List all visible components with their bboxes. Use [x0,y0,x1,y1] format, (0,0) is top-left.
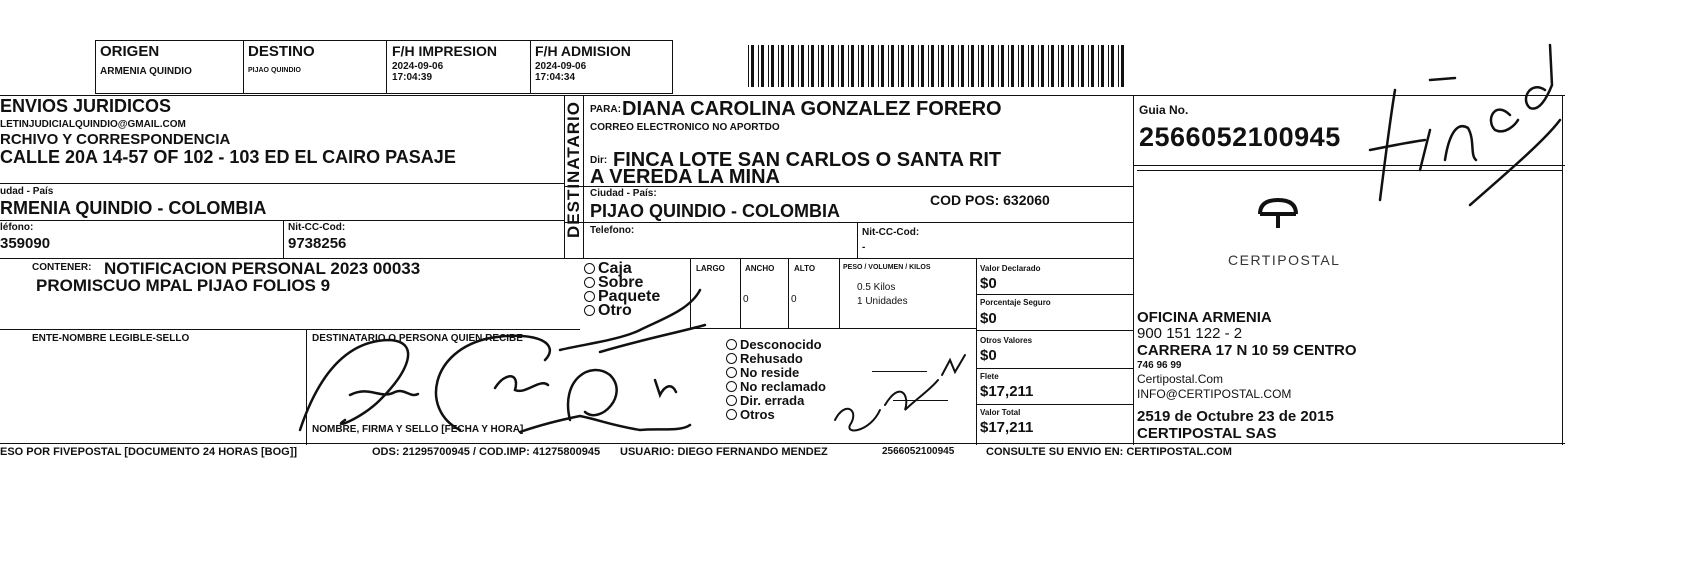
barcode-bar [1081,45,1084,87]
barcode-bar [968,45,969,87]
declarado-label: Valor Declarado [980,264,1041,273]
footer-ods: ODS: 21295700945 / COD.IMP: 41275800945 [372,446,601,458]
recipient-city-label: Ciudad - País: [590,188,657,199]
dim-div-2 [740,258,741,328]
recipient-nit: - [862,242,866,253]
barcode-bar [1058,45,1059,87]
barcode-bar [1011,45,1014,87]
package-type-otro[interactable] [584,304,660,318]
barcode-bar [921,45,924,87]
brand-address: CARRERA 17 N 10 59 CENTRO [1137,342,1357,359]
barcode-bar [808,45,809,87]
recipient-nit-label: Nit-CC-Cod: [862,227,920,238]
dir-label: Dir: [590,155,608,166]
barcode-bar [938,45,939,87]
barcode-bar [1008,45,1009,87]
footer-guia: 2566052100945 [882,446,955,457]
reason-rehusado[interactable] [726,352,826,366]
barcode-bar [978,45,979,87]
origen-value: ARMENIA QUINDIO [100,66,192,77]
sender-line-2 [0,220,564,221]
reason-desconocido[interactable] [726,338,826,352]
recipient-line-2 [564,222,1133,223]
barcode-bar [758,45,759,87]
declarado-value: $0 [980,275,997,292]
barcode-bar [878,45,879,87]
origen-label: ORIGEN [100,43,160,60]
alto-label: ALTO [794,264,816,273]
recipient-codpos: COD POS: 632060 [930,192,1050,208]
dest-label-div [583,95,584,258]
package-type-otro-label: Otro [598,302,632,319]
recipient-name: DIANA CAROLINA GONZALEZ FORERO [622,98,1002,120]
barcode-bar [1101,45,1104,87]
footer-consult: CONSULTE SU ENVIO EN: CERTIPOSTAL.COM [986,446,1232,458]
certipostal-logo-icon [1250,192,1310,232]
recipient-city: PIJAO QUINDIO - COLOMBIA [590,201,841,221]
barcode-bar [961,45,964,87]
recipient-address-1: FINCA LOTE SAN CARLOS O SANTA RIT [613,149,1002,171]
barcode-bar [958,45,959,87]
bottom-line [0,443,1565,444]
impresion-label: F/H IMPRESION [392,43,498,59]
barcode-bar [811,45,814,87]
reason-desconocido-label: Desconocido [740,337,822,352]
dim-bottom [690,328,976,329]
alto-value: 0 [791,294,797,305]
radio-paquete-icon [584,291,595,302]
barcode-bar [881,45,884,87]
barcode-bar [888,45,889,87]
barcode-bar [1041,45,1044,87]
barcode-bar [761,45,764,87]
impresion-date: 2024-09-06 [392,61,444,72]
brand-phone: 746 96 99 [1137,360,1182,371]
destinatario-side-label: DESTINATARIO [564,101,583,238]
barcode-bar [1021,45,1024,87]
reason-line-2 [893,400,948,401]
val-line-3 [976,368,1133,369]
barcode-bar [1031,45,1034,87]
footer-usuario: USUARIO: DIEGO FERNANDO MENDEZ [620,446,828,458]
total-value: $17,211 [980,419,1034,436]
destino-label: DESTINO [248,43,315,60]
reason-otros-radio-icon [726,409,737,420]
guia-number: 2566052100945 [1139,122,1341,152]
barcode-bar [841,45,844,87]
barcode-bar [778,45,779,87]
barcode-bar [821,45,824,87]
unidades-value: 1 Unidades [857,296,908,307]
radio-sobre-icon [584,277,595,288]
sender-nit: 9738256 [288,235,347,252]
barcode-bar [851,45,854,87]
brand-site: Certipostal.Com [1137,372,1224,386]
return-reasons [726,338,826,422]
barcode-bar [1071,45,1074,87]
barcode-bar [801,45,804,87]
barcode-bar [948,45,949,87]
recipient-phone-label: Telefono: [590,225,635,236]
admision-label: F/H ADMISION [535,43,631,59]
barcode-bar [871,45,874,87]
sender-dept: RCHIVO Y CORRESPONDENCIA [0,131,231,148]
receiver-footer: NOMBRE, FIRMA Y SELLO [FECHA Y HORA] [312,424,524,435]
header-div-2 [386,40,387,94]
barcode-bar [831,45,834,87]
barcode-bar [1088,45,1089,87]
barcode-bar [1038,45,1039,87]
header-div-1 [243,40,244,94]
reason-otros-label: Otros [740,407,775,422]
peso-value: 0.5 Kilos [857,282,896,293]
sign-div [306,329,307,445]
ancho-label: ANCHO [745,264,775,273]
reason-desconocido-radio-icon [726,339,737,350]
sender-nit-label: Nit-CC-Cod: [288,222,346,233]
dim-div-4 [839,258,840,328]
recipient-email: CORREO ELECTRONICO NO APORTDO [590,122,780,133]
barcode-bar [1091,45,1094,87]
reason-dir-errada-label: Dir. errada [740,393,805,408]
val-line-1 [976,294,1133,295]
barcode-bar [838,45,839,87]
brand-right-border [1562,95,1563,445]
barcode-bar [848,45,849,87]
sender-address: CALLE 20A 14-57 OF 102 - 103 ED EL CAIRO PASAJE [0,147,456,167]
admision-date: 2024-09-06 [535,61,587,72]
dim-div-3 [788,258,789,328]
sender-city: RMENIA QUINDIO - COLOMBIA [0,198,267,218]
sender-phone: 359090 [0,235,51,252]
barcode-bar [788,45,789,87]
seguro-value: $0 [980,310,997,327]
barcode-bar [771,45,774,87]
barcode-bar [971,45,974,87]
barcode-bar [798,45,799,87]
barcode-bar [981,45,984,87]
barcode-bar [1111,45,1114,87]
sender-email: LETINJUDICIALQUINDIO@GMAIL.COM [0,119,186,130]
sender-city-label: udad - País [0,186,54,197]
impresion-time: 17:04:39 [392,72,433,83]
receiver-label: DESTINATARIO O PERSONA QUIEN RECIBE [312,333,523,344]
barcode-bar [1018,45,1019,87]
reason-no-reside-label: No reside [740,365,800,380]
brand-office: OFICINA ARMENIA [1137,309,1272,326]
admision-time: 17:04:34 [535,72,576,83]
barcode-bar [901,45,904,87]
seguro-label: Porcentaje Seguro [980,298,1051,307]
barcode-bar [1068,45,1069,87]
barcode-bar [1028,45,1029,87]
sender-phone-label: léfono: [0,222,34,233]
barcode-bars [748,45,1124,87]
barcode-bar [828,45,829,87]
barcode-bar [748,45,749,87]
largo-label: LARGO [696,264,725,273]
brand-nit: 900 151 122 - 2 [1137,325,1243,342]
barcode-bar [911,45,914,87]
sender-name: ENVIOS JURIDICOS [0,96,172,116]
reason-dir-errada[interactable] [726,394,826,408]
barcode-bar [931,45,934,87]
radio-otro-icon [584,305,595,316]
reason-no-reclamado[interactable] [726,380,826,394]
flete-value: $17,211 [980,383,1034,400]
barcode-bar [768,45,769,87]
reason-otros[interactable] [726,408,826,422]
barcode-bar [1121,45,1124,87]
package-types [584,262,660,318]
destino-value: PIJAO QUINDIO [248,67,301,74]
barcode-bar [818,45,819,87]
certipostal-logo [1250,192,1310,232]
flete-label: Flete [980,372,999,381]
barcode-bar [951,45,954,87]
top-line [0,95,1565,96]
otros-value: $0 [980,347,997,364]
sender-sign-label: ENTE-NOMBRE LEGIBLE-SELLO [32,333,190,344]
reason-no-reclamado-radio-icon [726,381,737,392]
content-label: CONTENER: [32,262,92,273]
brand-email: INFO@CERTIPOSTAL.COM [1137,387,1292,401]
barcode-bar [998,45,999,87]
barcode-bar [891,45,894,87]
dim-div-1 [690,258,691,328]
content-line-2: PROMISCUO MPAL PIJAO FOLIOS 9 [36,276,331,295]
barcode-bar [928,45,929,87]
finca-margin-note [1370,45,1560,205]
barcode-bar [1048,45,1049,87]
barcode-bar [868,45,869,87]
guia-label: Guia No. [1139,103,1189,117]
barcode-bar [941,45,944,87]
barcode-bar [991,45,994,87]
ancho-value: 0 [743,294,749,305]
reason-dir-errada-radio-icon [726,395,737,406]
handwritten-date [835,355,965,430]
barcode-bar [1118,45,1119,87]
barcode-bar [1051,45,1054,87]
barcode-bar [1078,45,1079,87]
package-type-sobre-label: Sobre [598,274,644,291]
radio-caja-icon [584,263,595,274]
barcode-bar [988,45,989,87]
brand-name: CERTIPOSTAL [1228,252,1341,268]
peso-label: PESO / VOLUMEN / KILOS [843,264,931,271]
barcode-bar [861,45,864,87]
sender-line-1 [0,183,564,184]
package-type-caja-label: Caja [598,260,632,277]
barcode-bar [1098,45,1099,87]
barcode-bar [898,45,899,87]
barcode-bar [781,45,784,87]
right-divider [1133,95,1134,445]
barcode-bar [1001,45,1004,87]
sender-phone-div [283,220,284,258]
reason-line-1 [872,371,927,372]
val-line-2 [976,330,1133,331]
footer-carrier: ESO POR FIVEPOSTAL [DOCUMENTO 24 HORAS [BOG]] [0,446,298,458]
brand-resolution: 2519 de Octubre 23 de 2015 [1137,408,1334,425]
reason-no-reside-radio-icon [726,367,737,378]
para-label: PARA: [590,104,621,115]
total-label: Valor Total [980,408,1021,417]
barcode-bar [1108,45,1109,87]
content-line-1: NOTIFICACION PERSONAL 2023 00033 [104,259,421,278]
brand-inner-top [1137,170,1562,171]
barcode-bar [791,45,794,87]
barcode-bar [918,45,919,87]
reason-rehusado-label: Rehusado [740,351,803,366]
barcode-bar [908,45,909,87]
barcode-bar [751,45,754,87]
dim-div-5 [976,258,977,445]
brand-company: CERTIPOSTAL SAS [1137,425,1277,442]
guia-bottom [1133,165,1565,166]
otros-label: Otros Valores [980,336,1033,345]
reason-no-reclamado-label: No reclamado [740,379,826,394]
package-type-paquete-label: Paquete [598,288,661,305]
header-div-3 [530,40,531,94]
recipient-nit-div [857,222,858,258]
reason-rehusado-radio-icon [726,353,737,364]
reason-no-reside[interactable] [726,366,826,380]
barcode-bar [858,45,859,87]
recipient-address-2: A VEREDA LA MINA [590,166,780,188]
barcode-bar [1061,45,1064,87]
sign-top [0,329,580,330]
val-line-4 [976,404,1133,405]
